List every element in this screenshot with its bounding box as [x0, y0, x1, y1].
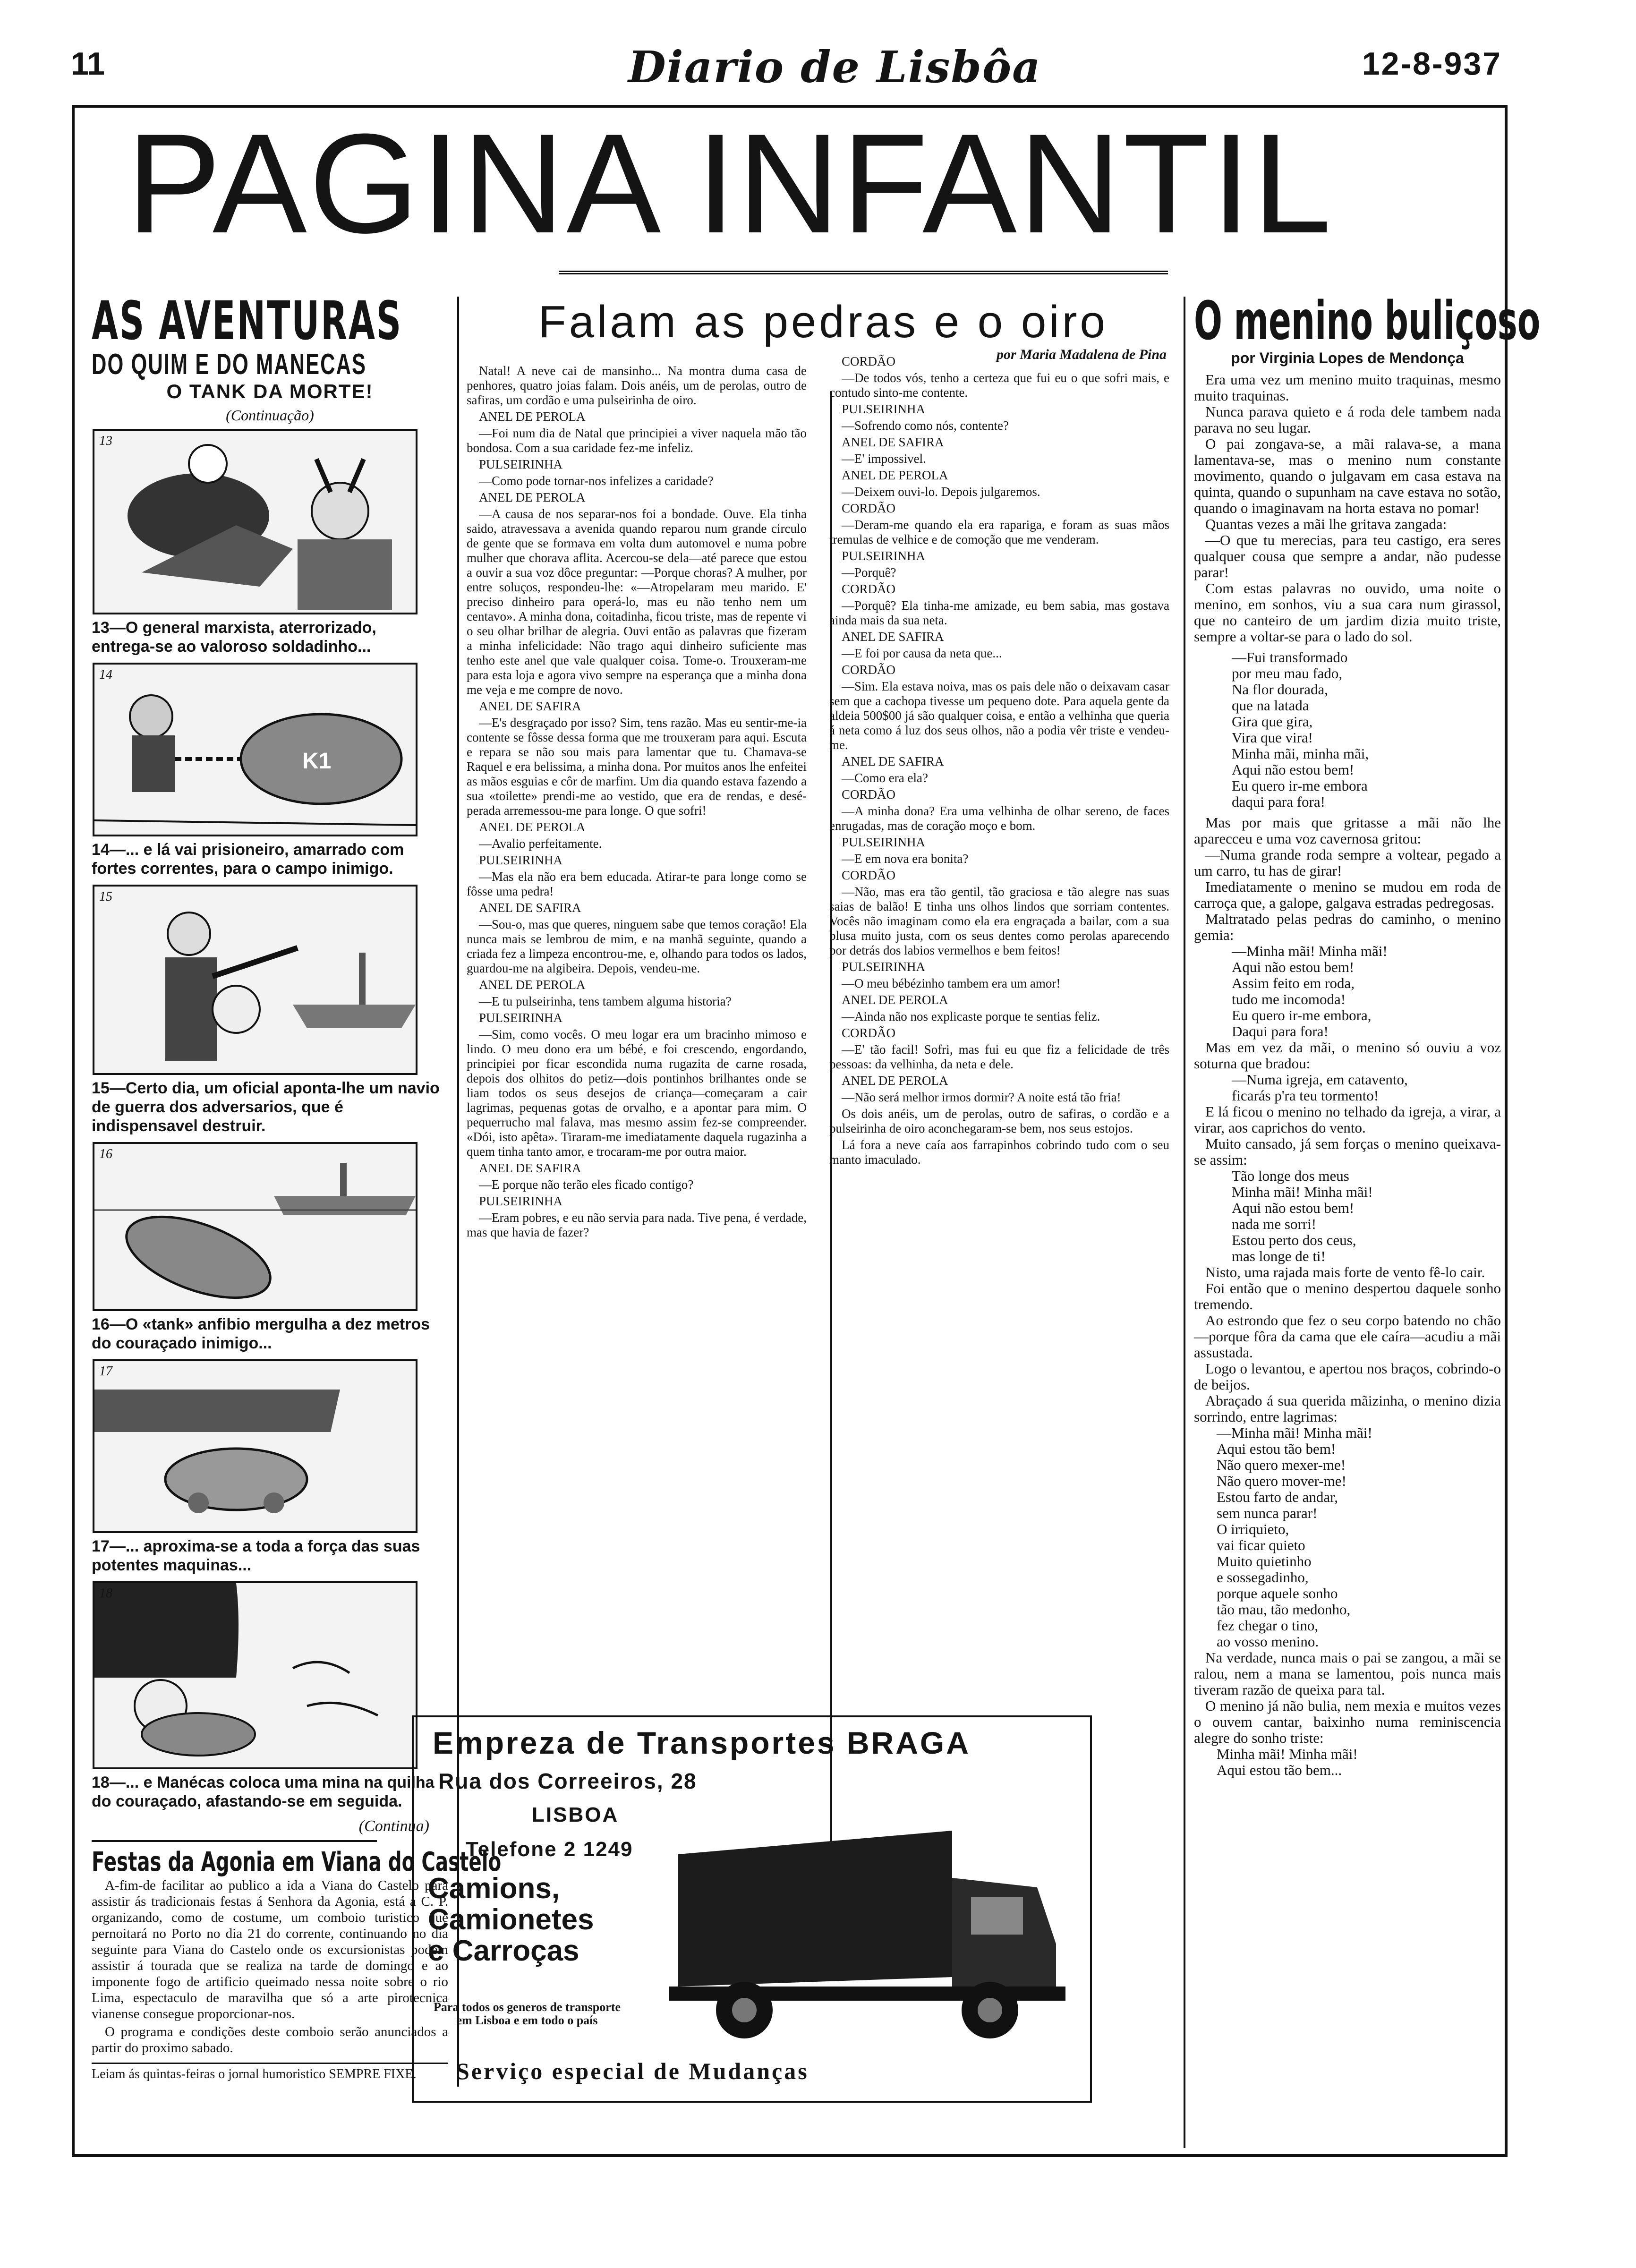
panel-caption: 14—... e lá vai prisioneiro, amarrado com fortes correntes, para o campo inimigo.: [92, 841, 404, 878]
text-line: Maltratado pelas pedras do caminho, o menino gemia:: [1194, 911, 1501, 943]
speaker-label: CORDÃO: [842, 582, 896, 596]
text-line: Natal! A neve cai de mansinho... Na montra duma casa de penhores, quatro joias falam. Dois anéis, um de perolas, outro de safiras, um cordão e uma pulseirinha de oiro.: [467, 364, 807, 407]
text-line: Era uma vez um menino muito traquinas, mesmo muito traquinas.: [1194, 371, 1501, 404]
text-line: —Avalio perfeitamente.: [479, 836, 602, 851]
text-line: Logo o levantou, e apertou nos braços, cobrindo-o de beijos.: [1194, 1360, 1501, 1393]
panel-caption: 17—... aproxima-se a toda a força das suas potentes maquinas...: [92, 1537, 420, 1574]
text-line: Eu quero ir-me embora: [1232, 777, 1368, 794]
speaker-label: ANEL DE SAFIRA: [479, 901, 581, 915]
text-line: Com estas palavras no ouvido, uma noite o menino, em sonhos, viu a sua cara num girassol, que no canteiro de um jardim dizia muito triste, sempre a voltar-se para o lado do sol.: [1194, 580, 1501, 645]
speaker-label: ANEL DE PEROLA: [479, 409, 586, 424]
ad-address: Rua dos Correeiros, 28: [438, 1769, 697, 1793]
ad-special: Serviço especial de Mudanças: [456, 2058, 809, 2084]
text-line: Estou perto dos ceus,: [1232, 1232, 1356, 1248]
text-line: Aqui estou tão bem...: [1217, 1762, 1342, 1778]
speaker-label: CORDÃO: [842, 868, 896, 882]
speaker-label: ANEL DE PEROLA: [842, 468, 948, 482]
speaker-label: PULSEIRINHA: [842, 960, 926, 974]
text-line: —Minha mãi! Minha mãi!: [1232, 943, 1388, 959]
text-line: —E em nova era bonita?: [842, 852, 969, 866]
festas-paragraph: O programa e condições deste comboio serão anunciados a partir do proximo sabado.: [92, 2024, 448, 2055]
text-line: —De todos vós, tenho a certeza que fui eu o que sofri mais, e contudo sinto-me contente.: [829, 371, 1169, 400]
text-line: —Como era ela?: [842, 771, 928, 785]
text-line: tudo me incomoda!: [1232, 991, 1346, 1007]
transport-advertisement: [412, 1715, 1092, 2103]
text-line: Nisto, uma rajada mais forte de vento fê-lo cair.: [1205, 1264, 1485, 1280]
truck-illustration: [650, 1821, 1075, 2043]
text-line: —E' impossivel.: [842, 452, 926, 466]
comic-panel: [93, 663, 418, 836]
poem-text: [1194, 372, 1501, 1778]
speaker-label: CORDÃO: [842, 663, 896, 677]
text-line: sem nunca parar!: [1217, 1505, 1318, 1521]
page-banner: PAGINA INFANTIL: [127, 104, 1334, 263]
text-line: —Minha mãi! Minha mãi!: [1217, 1424, 1372, 1441]
speaker-label: PULSEIRINHA: [842, 402, 926, 416]
comic-subtitle: DO QUIM E DO MANECAS: [92, 348, 367, 381]
text-line: —O meu bébézinho tambem era um amor!: [842, 976, 1061, 990]
text-line: Estou farto de andar,: [1217, 1489, 1338, 1505]
text-line: Aqui não estou bem!: [1232, 959, 1355, 975]
text-line: Muito cansado, já sem forças o menino queixava-se assim:: [1194, 1135, 1501, 1168]
text-line: —Numa grande roda sempre a voltear, pegado a um carro, tu has de girar!: [1194, 846, 1501, 879]
speaker-label: PULSEIRINHA: [479, 853, 563, 867]
speaker-label: CORDÃO: [842, 1026, 896, 1040]
text-line: Nunca parava quieto e á roda dele tambem nada parava no seu lugar.: [1194, 403, 1501, 436]
ad-services: [428, 1873, 594, 1967]
text-line: —Foi num dia de Natal que principiei a viver naquela mão tão bondosa. Com a sua caridade fez-me infeliz.: [467, 426, 807, 455]
text-line: daqui para fora!: [1232, 793, 1325, 810]
text-line: —E porque não terão eles ficado contigo?: [479, 1177, 694, 1192]
panel-caption: 15—Certo dia, um oficial aponta-lhe um navio de guerra dos adversarios, que é indispensavel destruir.: [92, 1079, 440, 1135]
column-divider: [1184, 297, 1185, 2148]
text-line: que na latada: [1232, 697, 1309, 714]
text-line: Tão longe dos meus: [1232, 1168, 1349, 1184]
panel-caption: 16—O «tank» anfibio mergulha a dez metros do couraçado inimigo...: [92, 1315, 430, 1352]
text-line: —Não será melhor irmos dormir? A noite está tão fria!: [842, 1090, 1121, 1104]
speaker-label: ANEL DE PEROLA: [842, 993, 948, 1007]
text-line: Foi então que o menino despertou daquele sonho tremendo.: [1194, 1280, 1501, 1313]
speaker-label: ANEL DE PEROLA: [479, 490, 586, 504]
speaker-label: PULSEIRINHA: [842, 549, 926, 563]
poem-title: O menino buliçoso: [1194, 290, 1541, 352]
story-title: Falam as pedras e o oiro: [538, 297, 1108, 347]
panel-number: 14: [99, 667, 112, 682]
text-line: ficarás p'ra teu tormento!: [1232, 1087, 1379, 1104]
speaker-label: ANEL DE PEROLA: [479, 820, 586, 834]
text-line: Assim feito em roda,: [1232, 975, 1355, 991]
comic-continues: (Continua): [358, 1817, 429, 1835]
speaker-label: PULSEIRINHA: [842, 835, 926, 849]
text-line: —Sofrendo como nós, contente?: [842, 418, 1009, 433]
text-line: —E tu pulseirinha, tens tambem alguma historia?: [479, 994, 732, 1008]
text-line: Mas em vez da mãi, o menino só ouviu a voz soturna que bradou:: [1194, 1039, 1501, 1072]
text-line: Na verdade, nunca mais o pai se zangou, a mãi se ralou, nem a mana se lamentou, pois nunca mais tiveram razão de queixa para tal.: [1194, 1649, 1501, 1698]
text-line: Aqui não estou bem!: [1232, 1200, 1355, 1216]
text-line: O irriquieto,: [1217, 1521, 1289, 1537]
tank-prisoner-illustration: [94, 665, 416, 835]
text-line: Mas por mais que gritasse a mãi não lhe aparecceu e uma voz cavernosa gritou:: [1194, 814, 1501, 847]
text-line: —Deixem ouvi-lo. Depois julgaremos.: [842, 485, 1040, 499]
festas-paragraph: A-fim-de facilitar ao publico a ida a Viana do Castelo para assistir ás tradicionais festas á Senhora da Agonia, está a C. P. organizando, como de costume, um comboio turistico que pernoitará no Porto no dia 21 do corrente, continuando no dia seguinte para Viana do Castelo onde os excursionistas podem assistir á tourada que se realiza na tarde de domingo e ao imponente fogo de artificio queimado nessa noite sobre o rio Lima, espectaculo de maravilha que só a arte pirotecnica vianense consegue proporcionar-nos.: [92, 1878, 448, 2021]
speaker-label: ANEL DE SAFIRA: [479, 699, 581, 713]
panel-number: 15: [99, 889, 112, 904]
text-line: Lá fora a neve caía aos farrapinhos cobrindo tudo com o seu manto imaculado.: [829, 1138, 1169, 1167]
text-line: Muito quietinho: [1217, 1553, 1312, 1569]
ad-service-line: Camionetes: [428, 1903, 594, 1936]
text-line: mas longe de ti!: [1232, 1248, 1326, 1264]
text-line: O menino já não bulia, nem mexia e muitos vezes o ouvem cantar, baixinho numa reminiscencia alegre do sonho triste:: [1194, 1697, 1501, 1746]
panel-number: 17: [99, 1364, 112, 1379]
text-line: Imediatamente o menino se mudou em roda de carroça que, a galope, galgava estradas pedregosas.: [1194, 878, 1501, 911]
text-line: —Deram-me quando ela era rapariga, e foram as suas mãos tremulas de velhice e de comoção que me venderam.: [829, 518, 1169, 546]
poem-column: [1194, 290, 1541, 1778]
page-number: 11: [71, 46, 105, 82]
sempre-fixe-note: Leiam ás quintas-feiras o jornal humoristico SEMPRE FIXE.: [92, 2063, 448, 2082]
text-line: —Ainda não nos explicaste porque te sentias feliz.: [842, 1009, 1100, 1023]
ad-phone: Telefone 2 1249: [466, 1838, 633, 1861]
text-line: Vira que vira!: [1232, 729, 1313, 746]
poem-byline: por Virginia Lopes de Mendonça: [1231, 350, 1464, 367]
text-line: Quantas vezes a mãi lhe gritava zangada:: [1205, 516, 1447, 532]
comic-episode: O TANK DA MORTE!: [166, 380, 374, 402]
speaker-label: ANEL DE SAFIRA: [479, 1161, 581, 1175]
issue-date: 12-8-937: [1362, 46, 1502, 82]
speaker-label: ANEL DE PEROLA: [842, 1074, 948, 1088]
text-line: Os dois anéis, um de perolas, outro de safiras, o cordão e a pulseirinha de oiro aconchegaram-se bem, nos seus estojos.: [829, 1107, 1169, 1135]
text-line: —Mas ela não era bem educada. Atirar-te para longe como se fôsse uma pedra!: [467, 870, 807, 898]
speaker-label: PULSEIRINHA: [479, 1011, 563, 1025]
text-line: por meu mau fado,: [1232, 665, 1343, 682]
text-line: —Eram pobres, e eu não servia para nada. Tive pena, é verdade, mas que havia de fazer?: [467, 1211, 807, 1239]
speaker-label: ANEL DE SAFIRA: [842, 435, 944, 449]
panel-caption: 18—... e Manécas coloca uma mina na quilha do couraçado, afastando-se em seguida.: [92, 1773, 435, 1810]
text-line: —Porquê? Ela tinha-me amizade, eu bem sabia, mas gostava ainda mais da sua neta.: [829, 598, 1169, 627]
ad-service-line: e Carroças: [428, 1935, 579, 1967]
text-line: —O que tu merecias, para teu castigo, era seres qualquer cousa que sempre a andar, não pudesse parar!: [1194, 532, 1501, 580]
text-line: Minha mãi! Minha mãi!: [1217, 1746, 1358, 1762]
festas-article: [92, 1877, 448, 2056]
comic-panel: [93, 1581, 418, 1769]
text-line: Aqui estou tão bem!: [1217, 1441, 1336, 1457]
text-line: Na flor dourada,: [1232, 681, 1328, 698]
comic-panel: [93, 1142, 418, 1311]
text-line: Minha mãi! Minha mãi!: [1232, 1184, 1373, 1200]
text-line: ao vosso menino.: [1217, 1633, 1319, 1650]
text-line: fez chegar o tino,: [1217, 1617, 1319, 1634]
text-line: —E's desgraçado por isso? Sim, tens razão. Mas eu sentir-me-ia contente se fôsse dessa forma que me trouxeram para aqui. Escuta e repara se não sou mais para lamentar que tu. Chamava-se Raquel e era belissima, a minha dona. Por muitos anos lhe enfeitei as mãos esguias e côr de marfim. Um dia quando estava fazendo a sua «toilette» prendi-me ao vestido, que era de rendas, e desé-perada arremessou-me para longe. O que sofri!: [467, 716, 807, 818]
text-line: Eu quero ir-me embora,: [1232, 1007, 1372, 1023]
text-line: —A minha dona? Era uma velhinha de olhar sereno, de faces enrugadas, mas de coração moço e bom.: [829, 804, 1169, 833]
text-line: porque aquele sonho: [1217, 1585, 1338, 1602]
ad-note: Para todos os generos de transporte em Lisboa e em todo o país: [434, 2000, 621, 2027]
speaker-label: ANEL DE PEROLA: [479, 978, 586, 992]
speaker-label: ANEL DE SAFIRA: [842, 630, 944, 644]
story-column: [467, 297, 1180, 1239]
text-line: —E foi por causa da neta que...: [842, 646, 1002, 660]
text-line: e sossegadinho,: [1217, 1569, 1309, 1586]
comic-panel: [93, 885, 418, 1075]
text-line: tão mau, tão medonho,: [1217, 1601, 1351, 1618]
text-line: Não quero mover-me!: [1217, 1473, 1346, 1489]
amphibious-tank-illustration: [94, 1144, 416, 1309]
panel-number: 18: [99, 1586, 112, 1601]
speaker-label: PULSEIRINHA: [479, 1194, 563, 1208]
text-line: Abraçado á sua querida mãizinha, o menino dizia sorrindo, entre lagrimas:: [1194, 1392, 1501, 1425]
comic-panel: [93, 1359, 418, 1533]
masthead: [71, 42, 1502, 97]
story-byline: por Maria Madalena de Pina: [996, 347, 1167, 362]
comic-continuation: (Continuação): [226, 407, 314, 424]
ad-company: Empreza de Transportes BRAGA: [433, 1725, 971, 1760]
text-line: —Fui transformado: [1232, 649, 1348, 665]
text-line: Não quero mexer-me!: [1217, 1457, 1346, 1473]
mine-placing-illustration: [94, 1583, 416, 1767]
text-line: —Porquê?: [842, 565, 896, 580]
text-line: Daqui para fora!: [1232, 1023, 1329, 1040]
text-line: —Numa igreja, em catavento,: [1232, 1071, 1408, 1088]
text-line: nada me sorri!: [1232, 1216, 1317, 1232]
text-line: Gira que gira,: [1232, 713, 1313, 730]
story-text-right: [829, 354, 1169, 1169]
panel-number: 16: [99, 1147, 112, 1161]
panel-number: 13: [99, 434, 112, 448]
general-surrender-illustration: [94, 431, 416, 613]
story-text-left: [467, 364, 807, 1242]
text-line: Aqui não estou bem!: [1232, 761, 1355, 778]
newspaper-title: Diario de Lisbôa: [628, 42, 1041, 93]
speaker-label: ANEL DE SAFIRA: [842, 754, 944, 768]
text-line: —E' tão facil! Sofri, mas fui eu que fiz a felicidade de três pessoas: da velhinha, da neta e dele.: [829, 1042, 1169, 1071]
comic-title: AS AVENTURAS: [92, 290, 402, 352]
text-line: —Como pode tornar-nos infelizes a caridade?: [479, 474, 714, 488]
text-line: —Não, mas era tão gentil, tão graciosa e tão alegre nas suas saias de balão! E tinha uns olhos lindos que sorriam contentes. Vocês não imaginam como ela era engraçada a bailar, com a sua blusa muito justa, com os seus dentes como perolas aparecendo por detrás dos labios vermelhos e bem feitos!: [829, 885, 1169, 957]
svg-text:K1: K1: [302, 749, 332, 774]
text-line: —Sim. Ela estava noiva, mas os pais dele não o deixavam casar sem que a cachopa tivesse um pequeno dote. Para aquela gente da aldeia 500$00 já são qualquer coisa, e então a velhinha que queria á neta como á luz dos seus olhos, não a podia vêr triste e vendeu-me.: [829, 679, 1169, 752]
tank-approaching-illustration: [94, 1361, 416, 1531]
speaker-label: CORDÃO: [842, 501, 896, 515]
ad-service-line: Camions,: [428, 1872, 560, 1905]
decorative-rule: [559, 271, 1168, 274]
speaker-label: PULSEIRINHA: [479, 457, 563, 471]
comic-panel: [93, 429, 418, 614]
officer-pointing-illustration: [94, 887, 416, 1073]
ad-city: LISBOA: [532, 1803, 619, 1826]
text-line: Ao estrondo que fez o seu corpo batendo no chão—porque fôra da cama que ele caíra—acudiu a mãi assustada.: [1194, 1312, 1501, 1361]
text-line: vai ficar quieto: [1217, 1537, 1305, 1553]
text-line: —A causa de nos separar-nos foi a bondade. Ouve. Ela tinha saido, atravessava a avenida quando reparou num grande circulo de gente que se formava em volta dum automovel e numa pobre mulher que chorava aflita. Acercou-se dela—até parece que estou a ouvir a sua voz dôce preguntar: —Porque choras? A mulher, por entre soluços, respondeu-lhe: «—Atropelaram meu marido. E' preciso dinheiro para operá-lo, mas eu não tenho nem um centavo». A minha dona, coitadinha, ficou triste, mas de repente vi o seu olhar brilhar de alegria. Ouvi então as palavras que fizeram a minha infelicidade: Não trago aqui dinheiro suficiente mas tenho este anel que vale qualquer coisa. Tome-o. Trouxeram-me para esta loja e agora vivo sempre na esperança que a minha dona me veja e me compre de novo.: [467, 507, 807, 697]
text-line: E lá ficou o menino no telhado da igreja, a virar, a virar, aos caprichos do vento.: [1194, 1103, 1501, 1136]
text-line: O pai zongava-se, a mãi ralava-se, a mana lamentava-se, mas o menino num constante movimento, quando o julgavam em casa estava na quinta, quando o supunham na cave estava no sotão, quando o imaginavam na horta estava no pomar!: [1194, 435, 1501, 516]
speaker-label: CORDÃO: [842, 354, 896, 368]
text-line: —Sou-o, mas que queres, ninguem sabe que temos coração! Ela nunca mais se lembrou de mim, e na manhã seguinte, quando a criada fez a limpeza encontrou-me, e, olhando para todos os lados, guardou-me na algibeira. Depois, vendeu-me.: [467, 917, 807, 975]
speaker-label: CORDÃO: [842, 787, 896, 801]
panel-caption: 13—O general marxista, aterrorizado, entrega-se ao valoroso soldadinho...: [92, 619, 376, 656]
text-line: —Sim, como vocês. O meu logar era um bracinho mimoso e lindo. O meu dono era um bébé, e foi crescendo, engordando, principiei por ficar escondida numa rugazita de carne rosada, depois dos olhitos do petiz—dois pontinhos brilhantes onde se liam todos os seus desejos de criança—começaram a cair lagrimas, pequenas gotas de orvalho, e a apontar para mim. O pequerrucho mal falava, mas mesmo assim fez-se compreender. «Dói, isto apêta». Tiraram-me imediatamente daquela rugazinha a quem tinha tanto amor, e trocaram-me por outra maior.: [467, 1027, 807, 1159]
festas-headline: Festas da Agonia em Viana do Castelo: [92, 1840, 377, 1877]
text-line: Minha mãi, minha mãi,: [1232, 745, 1369, 762]
